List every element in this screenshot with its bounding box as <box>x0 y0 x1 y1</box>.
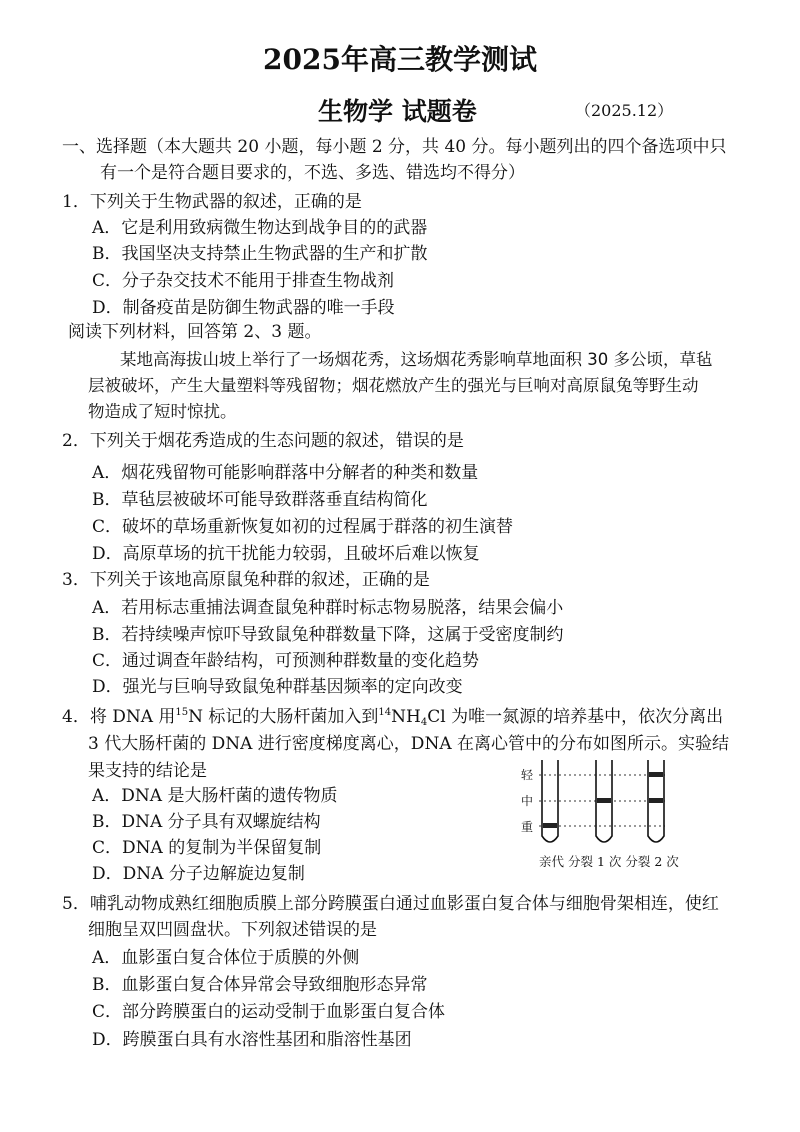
question-5-stem-line-1: 5．哺乳动物成熟红细胞质膜上部分跨膜蛋白通过血影蛋白复合体与细胞骨架相连，使红 <box>62 894 719 914</box>
question-5-option-c: C．部分跨膜蛋白的运动受制于血影蛋白复合体 <box>92 1002 446 1022</box>
question-3-option-c: C．通过调查年龄结构，可预测种群数量的变化趋势 <box>92 651 480 671</box>
question-4-option-a: A．DNA 是大肠杆菌的遗传物质 <box>92 786 338 806</box>
figure-caption: 亲代 分裂 1 次 分裂 2 次 <box>539 854 679 869</box>
centrifuge-tubes-diagram <box>515 758 695 850</box>
question-3-option-b: B．若持续噪声惊吓导致鼠兔种群数量下降，这属于受密度制约 <box>92 625 564 645</box>
label-middle: 中 <box>521 794 534 808</box>
section-instructions-line-1: 一、选择题（本大题共 20 小题，每小题 2 分，共 40 分。每小题列出的四个备选项中只 <box>62 137 727 157</box>
question-1-option-b: B．我国坚决支持禁止生物武器的生产和扩散 <box>92 244 428 264</box>
question-2-option-a: A．烟花残留物可能影响群落中分解者的种类和数量 <box>92 463 479 483</box>
band-division-2-middle <box>649 798 663 803</box>
question-3-option-a: A．若用标志重捕法调查鼠兔种群时标志物易脱落，结果会偏小 <box>92 598 564 618</box>
band-division-1-middle <box>597 798 611 803</box>
question-5-option-b: B．血影蛋白复合体异常会导致细胞形态异常 <box>92 975 428 995</box>
question-1-option-d: D．制备疫苗是防御生物武器的唯一手段 <box>92 298 395 318</box>
band-parent-heavy <box>543 823 557 828</box>
question-4-option-b: B．DNA 分子具有双螺旋结构 <box>92 812 321 832</box>
page-title: 2025年高三教学测试 <box>263 43 537 76</box>
band-division-2-light <box>649 772 663 777</box>
label-heavy: 重 <box>521 820 534 834</box>
centrifuge-figure <box>515 758 695 870</box>
question-2-option-c: C．破坏的草场重新恢复如初的过程属于群落的初生演替 <box>92 517 514 537</box>
question-5-option-a: A．血影蛋白复合体位于质膜的外侧 <box>92 948 360 968</box>
exam-date: （2025.12） <box>575 101 674 120</box>
question-4-option-c: C．DNA 的复制为半保留复制 <box>92 838 322 858</box>
question-4-stem-line-3: 果支持的结论是 <box>88 761 207 781</box>
question-1-option-a: A．它是利用致病微生物达到战争目的的武器 <box>92 218 428 238</box>
reading-paragraph-line-1: 某地高海拔山坡上举行了一场烟花秀，这场烟花秀影响草地面积 30 多公顷，草毡 <box>120 350 713 369</box>
question-2-option-b: B．草毡层被破坏可能导致群落垂直结构简化 <box>92 490 428 510</box>
question-1-stem: 1．下列关于生物武器的叙述，正确的是 <box>62 192 362 212</box>
reading-paragraph-line-2: 层被破坏，产生大量塑料等残留物；烟花燃放产生的强光与巨响对高原鼠兔等野生动 <box>88 376 699 395</box>
question-3-option-d: D．强光与巨响导致鼠兔种群基因频率的定向改变 <box>92 677 463 697</box>
question-3-stem: 3．下列关于该地高原鼠兔种群的叙述，正确的是 <box>62 570 430 590</box>
paper-subtitle: 生物学 试题卷 <box>318 97 477 126</box>
question-5-option-d: D．跨膜蛋白具有水溶性基团和脂溶性基团 <box>92 1030 412 1050</box>
section-instructions-line-2: 有一个是符合题目要求的，不选、多选、错选均不得分） <box>100 163 525 183</box>
question-4-stem-line-2: 3 代大肠杆菌的 DNA 进行密度梯度离心，DNA 在离心管中的分布如图所示。实验结 <box>88 734 729 754</box>
question-5-stem-line-2: 细胞呈双凹圆盘状。下列叙述错误的是 <box>88 920 377 940</box>
reading-intro: 阅读下列材料，回答第 2、3 题。 <box>68 322 322 342</box>
question-1-option-c: C．分子杂交技术不能用于排查生物战剂 <box>92 271 395 291</box>
reading-paragraph-line-3: 物造成了短时惊扰。 <box>88 402 237 421</box>
label-light: 轻 <box>521 768 534 782</box>
question-2-option-d: D．高原草场的抗干扰能力较弱，且破坏后难以恢复 <box>92 544 480 564</box>
question-4-stem-line-1: 4．将 DNA 用$^{15}$N 标记的大肠杆菌加入到$^{14}NH_4Cl$ 为唯一氮源的培养基中，依次分离出 <box>62 707 724 728</box>
question-4-option-d: D．DNA 分子边解旋边复制 <box>92 864 305 884</box>
question-2-stem: 2．下列关于烟花秀造成的生态问题的叙述，错误的是 <box>62 431 464 451</box>
